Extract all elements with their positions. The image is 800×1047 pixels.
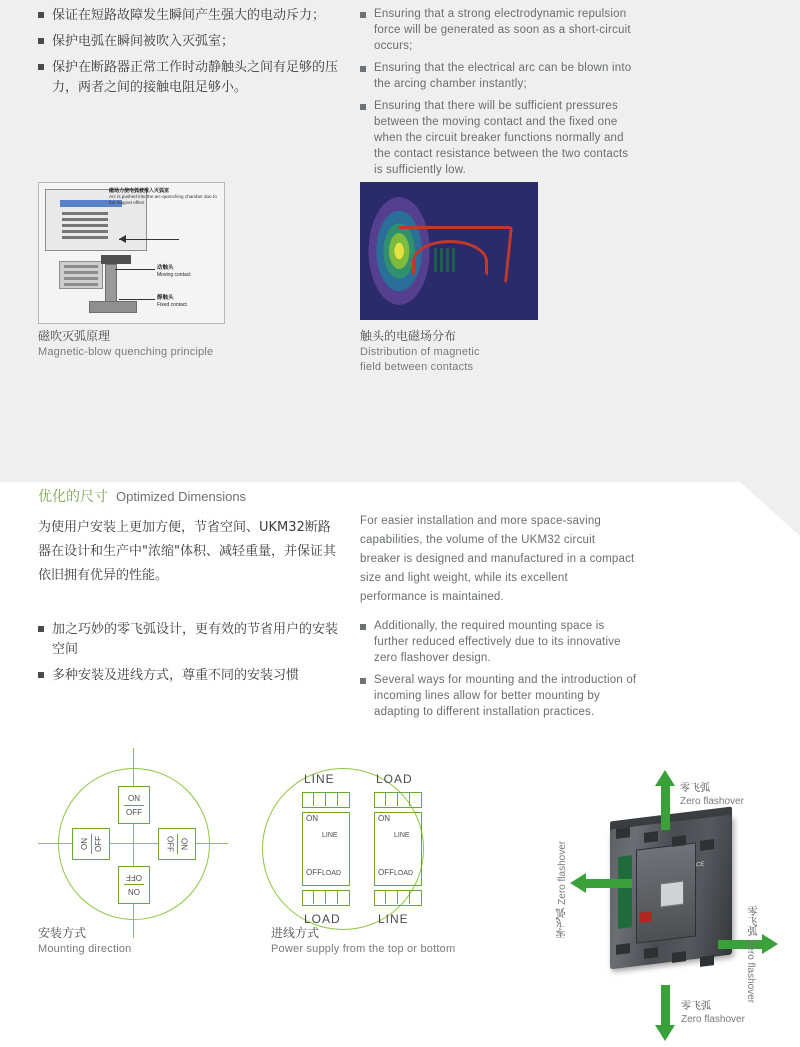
caption-en: Power supply from the top or bottom bbox=[271, 943, 456, 955]
terminal-divider bbox=[385, 890, 386, 904]
magnetic-blow-diagram bbox=[38, 182, 225, 324]
load-label-bottom: LOAD bbox=[304, 912, 341, 926]
moving-contact-leader-line bbox=[115, 269, 155, 270]
terminal-block-top-left bbox=[302, 792, 350, 808]
switch-on-label: ON bbox=[378, 814, 390, 823]
breaker-terminal bbox=[700, 955, 714, 967]
switch-off-label: OFF bbox=[306, 868, 322, 877]
optimized-dimensions-heading bbox=[38, 486, 246, 506]
switch-up bbox=[118, 786, 150, 824]
terminal-block-bottom-left bbox=[302, 890, 350, 906]
bullet-text: Additionally, the required mounting space is further reduced effectively due to its innovative zero flashover design. bbox=[374, 620, 621, 664]
force-arrow-shaft bbox=[119, 239, 179, 240]
moving-contact-label-cn: 动触头 bbox=[157, 265, 174, 271]
bullet-text: 多种安装及进线方式，尊重不同的安装习惯 bbox=[52, 668, 300, 683]
bullet-square-icon bbox=[360, 624, 366, 630]
terminal-divider bbox=[397, 792, 398, 806]
field-image-caption bbox=[360, 328, 590, 375]
bullet-text: 保证在短路故障发生瞬间产生强大的电动斥力； bbox=[52, 8, 326, 23]
caption-cn: 磁吹灭弧原理 bbox=[38, 329, 111, 343]
line-label-inner: LINE bbox=[322, 832, 338, 839]
chinese-bullet-list-top bbox=[38, 6, 338, 104]
label-en: Zero flashover bbox=[681, 1014, 745, 1025]
terminal-divider bbox=[397, 890, 398, 904]
magnetic-diagram-caption bbox=[38, 328, 278, 360]
zero-flashover-label-bottom bbox=[681, 1000, 745, 1026]
axis-vertical bbox=[133, 748, 134, 938]
load-label-inner: LOAD bbox=[394, 870, 414, 877]
list-item bbox=[360, 618, 640, 666]
breaker-terminal bbox=[616, 827, 630, 839]
zero-flashover-label-top bbox=[680, 782, 744, 808]
label-cn: 零飞弧 bbox=[745, 906, 756, 936]
terminal-divider bbox=[409, 792, 410, 806]
moving-contact-bar bbox=[101, 255, 131, 264]
label-en: Zero flashover bbox=[745, 939, 756, 1004]
fixed-contact-label-cn: 静触头 bbox=[157, 295, 174, 301]
switch-off-label: OFF bbox=[126, 807, 142, 817]
list-item bbox=[38, 32, 338, 52]
magnetic-field-distribution-image bbox=[360, 182, 538, 320]
caption-en-line2: field between contacts bbox=[360, 361, 474, 373]
contact-assembly bbox=[59, 253, 149, 315]
list-item bbox=[38, 666, 338, 686]
caption-cn: 进线方式 bbox=[271, 926, 320, 940]
load-label-inner: LOAD bbox=[322, 870, 342, 877]
bullet-square-icon bbox=[38, 672, 44, 678]
fixed-contact-label-en: Fixed contact bbox=[157, 301, 187, 308]
bullet-square-icon bbox=[360, 12, 366, 18]
list-item bbox=[38, 620, 338, 660]
coil-block bbox=[59, 261, 103, 289]
fixed-contact-leader-line bbox=[119, 299, 155, 300]
bullet-text: Ensuring that the electrical arc can be blown into the arcing chamber instantly; bbox=[374, 62, 632, 90]
label-cn: 零飞弧 bbox=[557, 908, 568, 938]
switch-left bbox=[72, 828, 110, 860]
caption-cn: 触头的电磁场分布 bbox=[360, 329, 457, 343]
bullet-square-icon bbox=[38, 12, 44, 18]
list-item bbox=[360, 98, 640, 178]
terminal-divider bbox=[313, 890, 314, 904]
zero-flashover-label-right bbox=[744, 906, 757, 1016]
fixed-contact-label bbox=[157, 295, 187, 308]
line-label-inner: LINE bbox=[394, 832, 410, 839]
terminal-divider bbox=[313, 792, 314, 806]
terminal-divider bbox=[409, 890, 410, 904]
terminal-block-bottom-right bbox=[374, 890, 422, 906]
breaker-green-strip bbox=[618, 855, 632, 929]
list-item bbox=[360, 60, 640, 92]
bullet-text: 加之巧妙的零飞弧设计，更有效的节省用户的安装空间 bbox=[52, 622, 339, 657]
fixed-contact-base bbox=[89, 301, 137, 313]
switch-off-label: OFF bbox=[378, 868, 394, 877]
breaker-terminal bbox=[672, 951, 686, 963]
line-label-top: LINE bbox=[304, 772, 335, 786]
line-label-bottom: LINE bbox=[378, 912, 409, 926]
switch-down bbox=[118, 866, 150, 904]
terminal-divider bbox=[337, 890, 338, 904]
chinese-bullet-list-bottom bbox=[38, 620, 338, 692]
breaker-terminal bbox=[700, 839, 714, 851]
list-item bbox=[38, 6, 338, 26]
bullet-square-icon bbox=[38, 64, 44, 70]
english-bullet-list-bottom bbox=[360, 618, 640, 726]
caption-en: Magnetic-blow quenching principle bbox=[38, 346, 214, 358]
terminal-block-top-right bbox=[374, 792, 422, 808]
caption-en-line1: Distribution of magnetic bbox=[360, 346, 480, 358]
ce-mark-icon: CE bbox=[696, 861, 705, 869]
zero-flashover-label-left bbox=[556, 838, 569, 938]
diagram-note-en: Arc is pushed into the arc-quenching chamber due to the magnet effect bbox=[109, 194, 217, 205]
switch-off-label: OFF bbox=[126, 873, 142, 883]
bullet-square-icon bbox=[360, 678, 366, 684]
switch-off-label: OFF bbox=[93, 836, 103, 852]
list-item bbox=[360, 672, 640, 720]
bullet-text: Ensuring that there will be sufficient pressures between the moving contact and the fixed one when the circuit breaker functions normally and the contact resistance between the two contacts is sufficiently low. bbox=[374, 100, 629, 176]
load-label-top: LOAD bbox=[376, 772, 413, 786]
label-en: Zero flashover bbox=[557, 840, 568, 905]
terminal-divider bbox=[385, 792, 386, 806]
breaker-terminal bbox=[644, 831, 658, 843]
list-item bbox=[360, 6, 640, 54]
moving-contact-label-en: Moving contact bbox=[157, 271, 191, 278]
contact-teeth bbox=[434, 248, 460, 274]
switch-on-label: ON bbox=[179, 838, 189, 850]
terminal-divider bbox=[337, 792, 338, 806]
optimized-paragraph-en: For easier installation and more space-saving capabilities, the volume of the UKM32 circuit breaker is designed and manufactured in a compact size and light weight, while its excellent performance is maintained. bbox=[360, 515, 635, 603]
bullet-text: 保护在断路器正常工作时动静触头之间有足够的压力，两者之间的接触电阻足够小。 bbox=[52, 60, 339, 95]
label-en: Zero flashover bbox=[680, 796, 744, 807]
diagram-note bbox=[109, 188, 219, 206]
terminal-divider bbox=[325, 890, 326, 904]
english-bullet-list-top bbox=[360, 6, 640, 184]
bullet-text: Several ways for mounting and the introduction of incoming lines allow for better mounting by adapting to different installation practices. bbox=[374, 674, 637, 718]
switch-on-label: ON bbox=[79, 838, 89, 850]
bullet-square-icon bbox=[360, 66, 366, 72]
bullet-square-icon bbox=[38, 38, 44, 44]
switch-off-label: OFF bbox=[165, 836, 175, 852]
switch-on-label: ON bbox=[128, 887, 140, 897]
list-item bbox=[38, 58, 338, 98]
power-supply-caption bbox=[271, 925, 511, 957]
breaker-handle bbox=[660, 881, 684, 908]
label-cn: 零飞弧 bbox=[680, 783, 710, 794]
mounting-caption bbox=[38, 925, 238, 957]
bullet-square-icon bbox=[360, 104, 366, 110]
bullet-text: Ensuring that a strong electrodynamic repulsion force will be generated as soon as a short-circuit occurs; bbox=[374, 8, 631, 52]
upper-grey-section bbox=[0, 0, 800, 468]
switch-on-label: ON bbox=[128, 793, 140, 803]
caption-en: Mounting direction bbox=[38, 943, 132, 955]
breaker-terminal bbox=[644, 947, 658, 959]
heading-en: Optimized Dimensions bbox=[116, 489, 247, 504]
optimized-paragraph-cn: 为使用户安装上更加方便，节省空间、UKM32断路器在设计和生产中"浓缩"体积、减轻重量，并保证其依旧拥有优异的性能。 bbox=[38, 520, 336, 583]
moving-contact-label bbox=[157, 265, 191, 278]
breaker-terminal bbox=[616, 943, 630, 955]
force-arrow-head-icon bbox=[119, 235, 126, 243]
bullet-square-icon bbox=[38, 626, 44, 632]
breaker-terminal bbox=[672, 835, 686, 847]
caption-cn: 安装方式 bbox=[38, 926, 87, 940]
heading-cn: 优化的尺寸 bbox=[38, 489, 108, 505]
breaker-test-button bbox=[640, 911, 652, 922]
switch-on-label: ON bbox=[306, 814, 318, 823]
terminal-divider bbox=[325, 792, 326, 806]
diagram-note-cn: 磁场力使电弧被推入灭弧室 bbox=[109, 188, 170, 194]
bullet-text: 保护电弧在瞬间被吹入灭弧室； bbox=[52, 34, 235, 49]
switch-right bbox=[158, 828, 196, 860]
label-cn: 零飞弧 bbox=[681, 1001, 711, 1012]
arc-splitter-plates bbox=[62, 212, 108, 242]
